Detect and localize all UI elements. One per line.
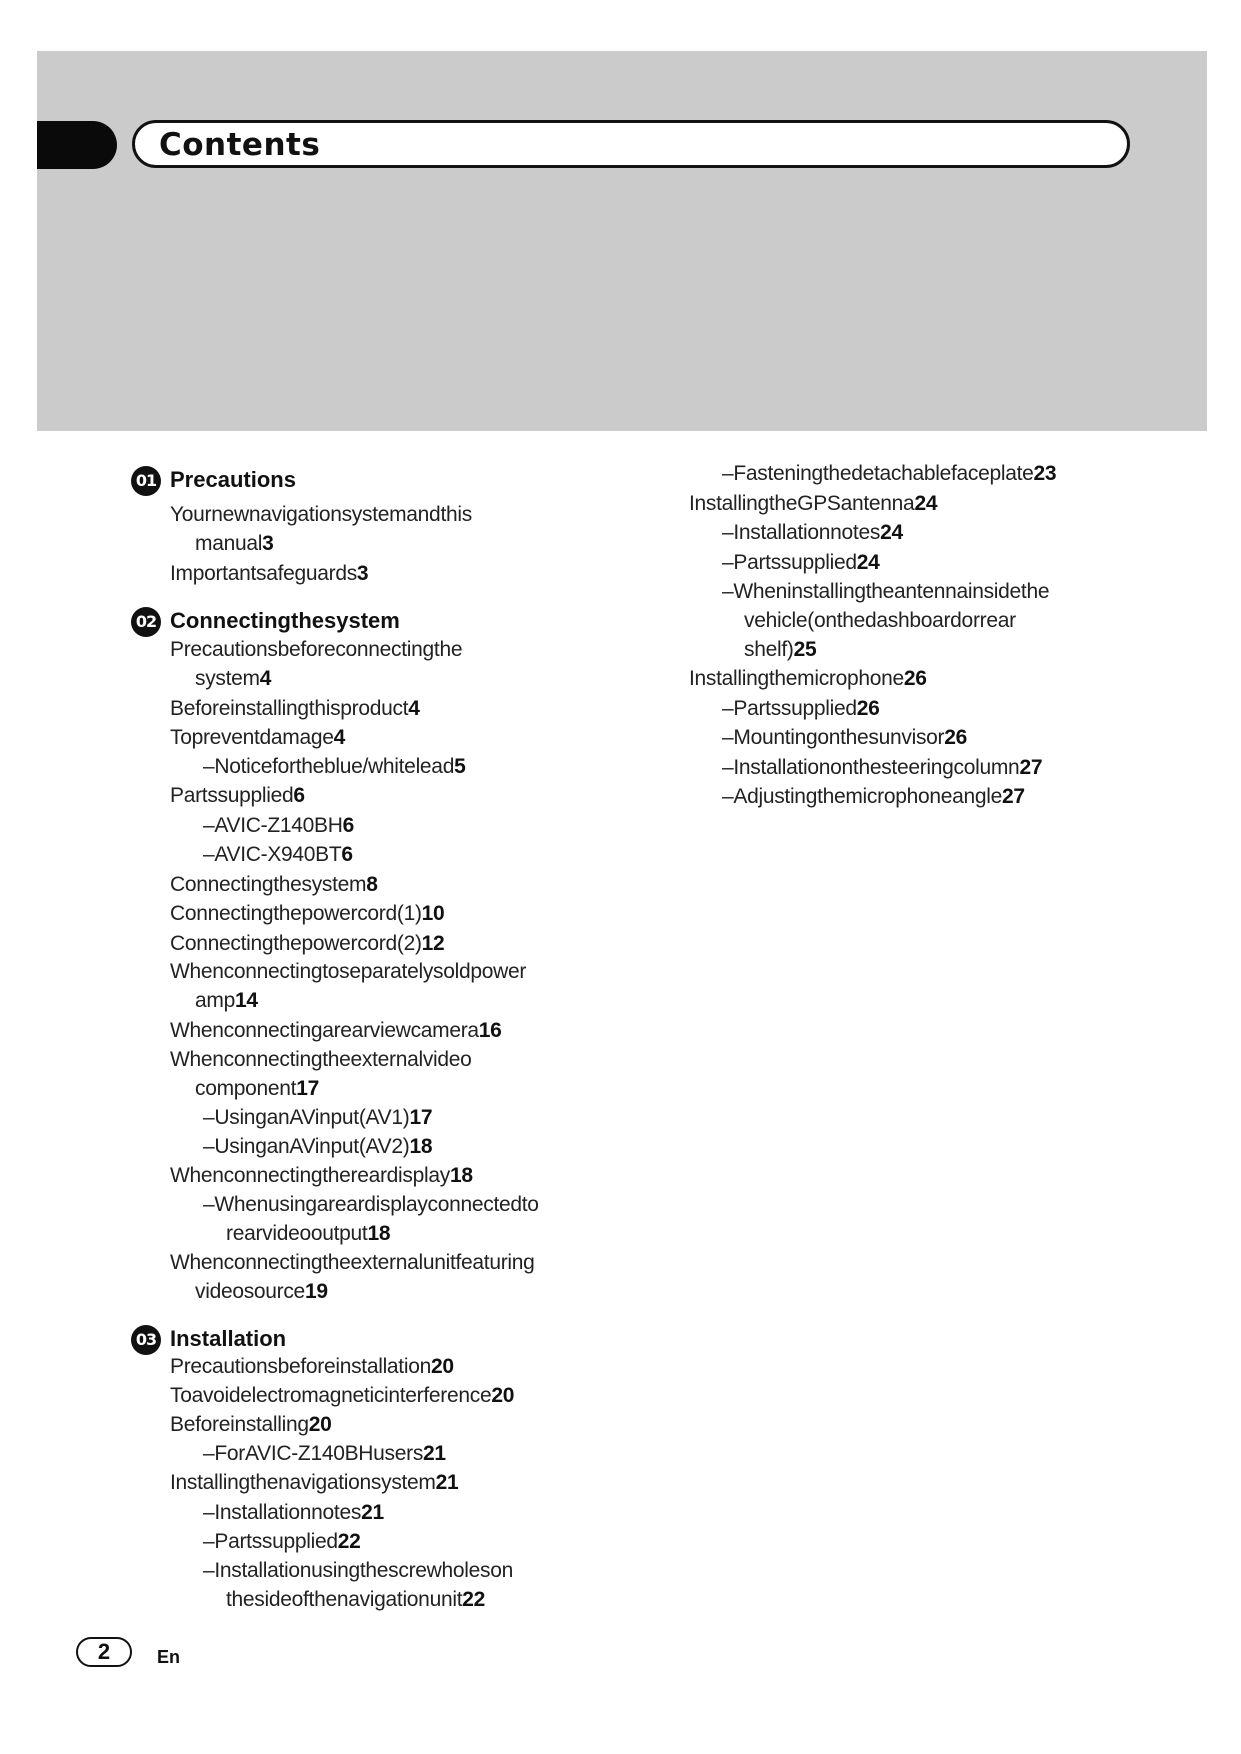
toc-entry[interactable]: Connectingthesystem8 bbox=[170, 873, 378, 896]
toc-entry[interactable]: Importantsafeguards3 bbox=[170, 562, 369, 585]
toc-entry[interactable]: Installingthenavigationsystem21 bbox=[170, 1471, 459, 1494]
toc-entry[interactable]: Topreventdamage4 bbox=[170, 726, 346, 749]
page-title: Contents bbox=[159, 127, 321, 163]
chapter-tab bbox=[37, 121, 117, 169]
toc-entry[interactable]: –Adjustingthemicrophoneangle27 bbox=[722, 785, 1025, 808]
toc-entry[interactable]: vehicle(onthedashboardorrear bbox=[744, 609, 1016, 632]
toc-entry[interactable]: system4 bbox=[195, 667, 272, 690]
toc-entry[interactable]: Whenconnectingtoseparatelysoldpower bbox=[170, 960, 527, 983]
toc-entry[interactable]: Beforeinstalling20 bbox=[170, 1413, 332, 1436]
toc-entry[interactable]: Connectingthepowercord(1)10 bbox=[170, 902, 445, 925]
toc-entry[interactable]: Yournewnavigationsystemandthis bbox=[170, 503, 472, 526]
section-title: Precautions bbox=[170, 467, 296, 492]
toc-entry[interactable]: Connectingthepowercord(2)12 bbox=[170, 932, 445, 955]
toc-entry[interactable]: videosource19 bbox=[195, 1280, 328, 1303]
toc-entry[interactable]: Whenconnectingarearviewcamera16 bbox=[170, 1019, 502, 1042]
toc-entry[interactable]: manual3 bbox=[195, 532, 274, 555]
toc-entry[interactable]: component17 bbox=[195, 1077, 319, 1100]
section-number-badge: 02 bbox=[131, 607, 161, 637]
toc-entry[interactable]: –UsinganAVinput(AV1)17 bbox=[203, 1106, 433, 1129]
title-box bbox=[132, 120, 1130, 168]
header-banner bbox=[37, 51, 1207, 431]
toc-entry[interactable]: –Partssupplied22 bbox=[203, 1530, 361, 1553]
toc-entry[interactable]: thesideofthenavigationunit22 bbox=[226, 1588, 485, 1611]
toc-entry[interactable]: –Whenusingareardisplayconnectedto bbox=[203, 1193, 539, 1216]
toc-entry[interactable]: Toavoidelectromagneticinterference20 bbox=[170, 1384, 515, 1407]
toc-entry[interactable]: –Installationonthesteeringcolumn27 bbox=[722, 756, 1043, 779]
toc-entry[interactable]: Precautionsbeforeinstallation20 bbox=[170, 1355, 454, 1378]
toc-entry[interactable]: –AVIC-Z140BH6 bbox=[203, 814, 354, 837]
toc-entry[interactable]: Installingthemicrophone26 bbox=[689, 667, 927, 690]
toc-entry[interactable]: Whenconnectingtheexternalunitfeaturing bbox=[170, 1251, 535, 1274]
toc-entry[interactable]: –Noticefortheblue/whitelead5 bbox=[203, 755, 466, 778]
toc-entry[interactable]: –Installationnotes24 bbox=[722, 521, 903, 544]
toc-entry[interactable]: –AVIC-X940BT6 bbox=[203, 843, 353, 866]
toc-entry[interactable]: –Partssupplied24 bbox=[722, 551, 880, 574]
toc-entry[interactable]: Beforeinstallingthisproduct4 bbox=[170, 697, 420, 720]
toc-entry[interactable]: Whenconnectingthereardisplay18 bbox=[170, 1164, 473, 1187]
toc-entry[interactable]: –UsinganAVinput(AV2)18 bbox=[203, 1135, 433, 1158]
section-number-badge: 01 bbox=[131, 466, 161, 496]
toc-entry[interactable]: –Partssupplied26 bbox=[722, 697, 880, 720]
toc-entry[interactable]: –Installationusingthescrewholeson bbox=[203, 1559, 513, 1582]
section-title: Connectingthesystem bbox=[170, 608, 400, 633]
toc-entry[interactable]: Precautionsbeforeconnectingthe bbox=[170, 638, 463, 661]
toc-entry[interactable]: –Installationnotes21 bbox=[203, 1501, 384, 1524]
language-label: En bbox=[157, 1647, 181, 1667]
toc-entry[interactable]: –ForAVIC-Z140BHusers21 bbox=[203, 1442, 446, 1465]
toc-entry[interactable]: –Wheninstallingtheantennainsidethe bbox=[722, 580, 1050, 603]
toc-entry[interactable]: InstallingtheGPSantenna24 bbox=[689, 492, 938, 515]
toc-entry[interactable]: –Fasteningthedetachablefaceplate23 bbox=[722, 462, 1057, 485]
section-title: Installation bbox=[170, 1326, 287, 1351]
section-number-badge: 03 bbox=[131, 1325, 161, 1355]
toc-entry[interactable]: shelf)25 bbox=[744, 638, 817, 661]
toc-entry[interactable]: –Mountingonthesunvisor26 bbox=[722, 726, 967, 749]
toc-entry[interactable]: rearvideooutput18 bbox=[226, 1222, 391, 1245]
toc-entry[interactable]: amp14 bbox=[195, 989, 258, 1012]
toc-entry[interactable]: Partssupplied6 bbox=[170, 784, 305, 807]
page-number: 2 bbox=[76, 1637, 132, 1667]
toc-entry[interactable]: Whenconnectingtheexternalvideo bbox=[170, 1048, 472, 1071]
